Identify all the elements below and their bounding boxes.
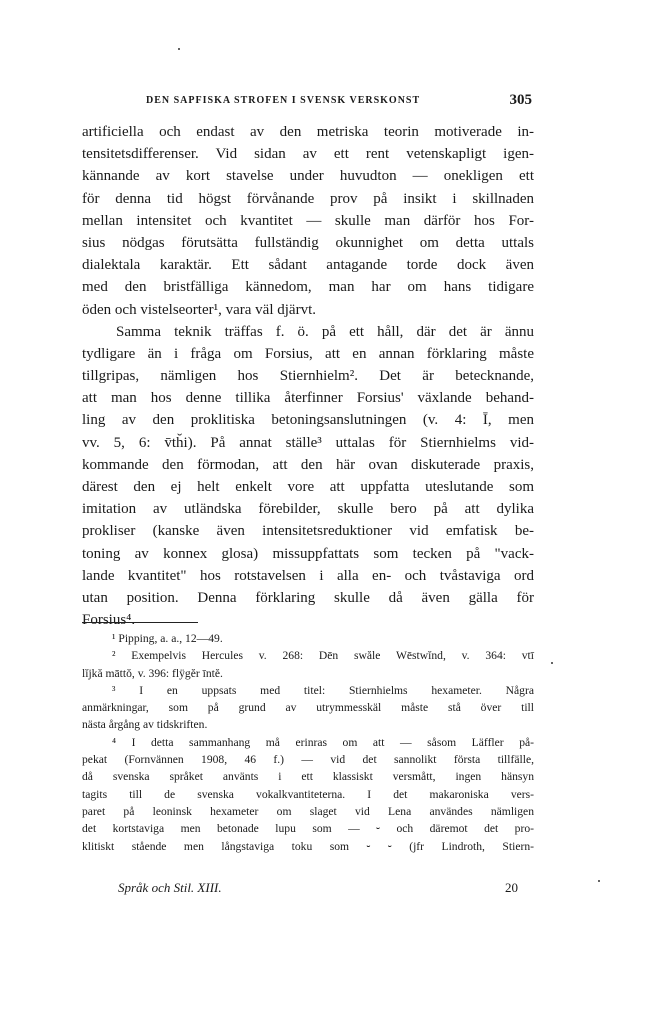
paragraph-start-line: Samma teknik träffas f. ö. på ett håll, där det är ännu (116, 323, 534, 340)
sheet-number: 20 (505, 880, 518, 895)
text-line: öden och vistelseorter¹, vara väl djärvt. (82, 301, 316, 318)
text-line: artificiella och endast av den metriska teorin motiverade in- (82, 124, 534, 140)
scan-speck (551, 662, 553, 664)
text-line: dialektala karaktär. Ett sådant antagande torde dock även (82, 257, 534, 274)
text-line: därest den ej helt enkelt vore att uppfatta uteslutande som (82, 479, 534, 495)
text-line: tensitetsdifferenser. Vid sidan av ett rent vetenskapligt igen- (82, 146, 534, 163)
footnote-line: lĭjkă māttŏ, v. 396: flÿgĕr īntĕ. (82, 666, 223, 680)
footnote-line: pekat (Fornvännen 1908, 46 f.) — vid det sannolikt första tillfälle, (82, 753, 534, 767)
text-line: utan position. Denna förklaring skulle då även gälla för (82, 589, 534, 606)
footnote-divider (82, 622, 198, 623)
text-line: Forsius⁴. (82, 612, 136, 629)
running-title: DEN SAPFISKA STROFEN I SVENSK VERSKONST (146, 95, 421, 106)
text-line: toning av konnex glosa) missuppfattats som tecken på "vack- (82, 545, 534, 562)
footnote-line: ² Exempelvis Hercules v. 268: Dēn swăle Wēstwĭnd, v. 364: vtī (112, 649, 534, 663)
page-number: 305 (509, 92, 532, 108)
journal-signature: Språk och Stil. XIII. (118, 880, 222, 895)
text-line: kommande den förmodan, att den här ovan diskuterade praxis, (82, 456, 534, 473)
text-line: med den bristfälliga kännedom, man har om hans tidigare (82, 279, 534, 296)
main-text (82, 121, 534, 631)
text-line: imitation av utländska förebilder, skulle bero på att dylika (82, 501, 534, 518)
footnote-line: tagits till de svenska vokalkvantiteterna. I det makaroniska vers- (82, 787, 534, 801)
text-line: sius nödgas förutsätta fullständig okunnighet om detta uttals (82, 234, 534, 251)
text-line: prokliser (kanske även intensitetsreduktioner vid emfatisk be- (82, 523, 534, 540)
text-line: mellan intensitet och kvantitet — skulle man därför hos For- (82, 212, 534, 229)
text-line: ling av den proklitiska betoningsanslutningen (v. 4: Ī, men (82, 412, 534, 429)
footnotes (82, 630, 534, 855)
page-header (82, 92, 532, 110)
text-line: vv. 5, 6: v̄th̆i). På annat ställe³ uttalas för Stiernhielms vid- (82, 434, 534, 451)
footnote-line: klitiskt stående men långstaviga toku som ⏑ ⏑ (jfr Lindroth, Stiern- (82, 839, 534, 853)
text-line: lande kvantitet" hos rotstavelsen i alla en- och tvåstaviga ord (82, 567, 534, 584)
text-line: tydligare än i fråga om Forsius, att en annan förklaring måste (82, 345, 534, 362)
footnote-line: ³ I en uppsats med titel: Stiernhielms hexameter. Några (112, 683, 534, 697)
footnote-line: då svenska språket använts i ett klassiskt versmått, ingen hänsyn (82, 770, 534, 784)
footnote-line: nästa årgång av tidskriften. (82, 718, 208, 732)
footnote-line: ⁴ I detta sammanhang må erinras om att — såsom Läffler på- (112, 735, 534, 749)
text-line: att man hos denne tillika återfinner Forsius' växlande behand- (82, 390, 534, 407)
footnote-line: anmärkningar, som på grund av utrymmesskäl måste stå över till (82, 701, 534, 715)
scan-speck (598, 880, 600, 882)
text-line: tillgripas, nämligen hos Stiernhielm². Det är betecknande, (82, 368, 534, 385)
footnote-line: paret på leoninsk hexameter om slaget vid Lena användes nämligen (82, 804, 534, 818)
scan-speck (178, 48, 180, 50)
footnote-line: det kortstaviga men betonade lupu som — ⏑ och däremot det pro- (82, 822, 534, 836)
text-line: kännande av kort stavelse under huvudton — onekligen ett (82, 168, 534, 185)
footnote-line: ¹ Pipping, a. a., 12—49. (112, 632, 223, 645)
page-footer (118, 880, 518, 898)
text-line: för denna tid högst förvånande prov på insikt i skillnaden (82, 190, 534, 207)
